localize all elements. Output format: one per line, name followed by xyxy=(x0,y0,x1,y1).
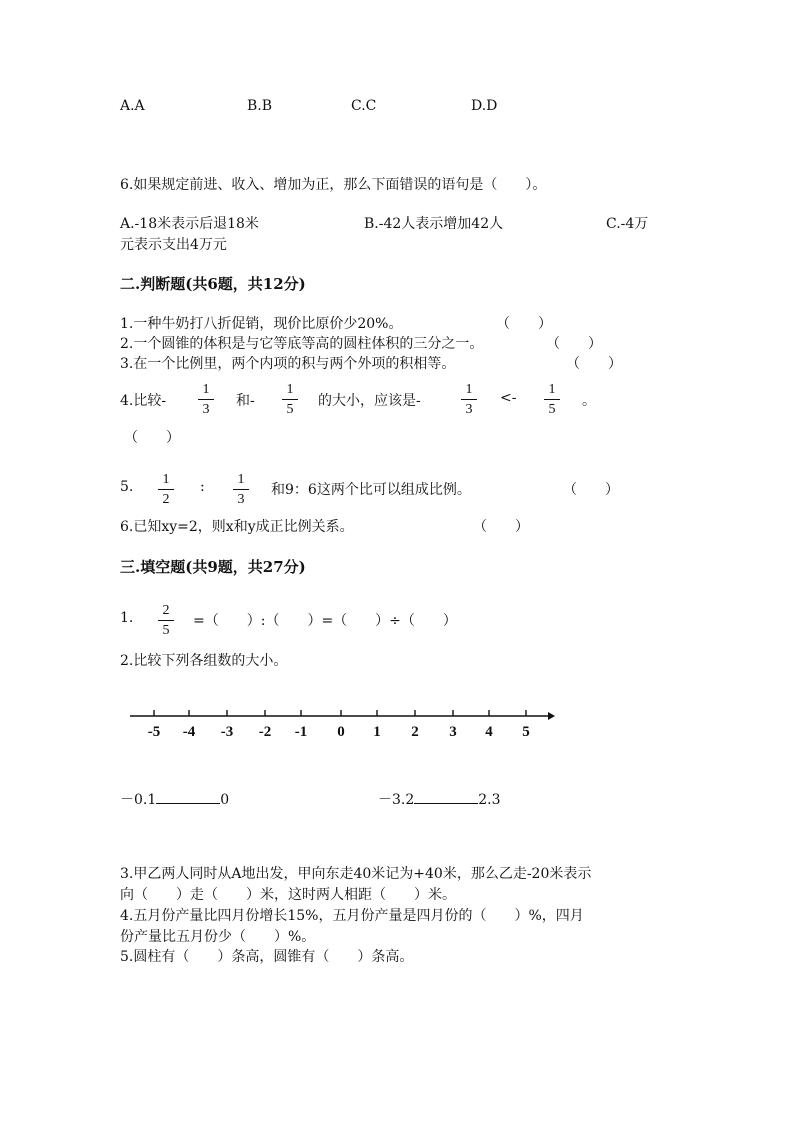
number-line-label: -3 xyxy=(220,724,234,740)
s2-q5-text: 和9：6这两个比可以组成比例。 xyxy=(271,482,471,498)
fraction-numerator: 2 xyxy=(158,603,174,621)
s3-q4-line1: 4.五月份产量比四月份增长15%，五月份产量是四月份的（ ）%，四月 xyxy=(120,908,584,924)
s2-q4-less-than: <- xyxy=(500,390,517,406)
s3-q5: 5.圆柱有（ ）条高，圆锥有（ ）条高。 xyxy=(120,949,414,965)
s2-q4-paren: （ ） xyxy=(124,430,180,446)
s2-q5-colon: : xyxy=(200,479,205,495)
s2-q1: 1.一种牛奶打八折促销，现价比原价少20%。 xyxy=(120,316,403,332)
number-line-label: 4 xyxy=(485,724,493,740)
fraction-numerator: 1 xyxy=(544,382,560,400)
s2-q2: 2.一个圆锥的体积是与它等底等高的圆柱体积的三分之一。 xyxy=(120,336,484,352)
s3-q1-prefix: 1. xyxy=(120,610,134,626)
number-line-label: -5 xyxy=(147,724,161,740)
s2-q3: 3.在一个比例里，两个内项的积与两个外项的积相等。 xyxy=(120,356,456,372)
number-line-label: 1 xyxy=(373,724,381,740)
option-d: D.D xyxy=(471,98,498,114)
q6-option-c-cont: 元表示支出4万元 xyxy=(120,237,227,253)
option-a: A.A xyxy=(120,98,145,114)
fraction-numerator: 1 xyxy=(282,382,298,400)
section2-title: 二.判断题(共6题，共12分) xyxy=(120,275,306,293)
compare-b-right: 2.3 xyxy=(478,792,501,808)
q6-option-c: C.-4万 xyxy=(606,216,649,232)
compare-a xyxy=(120,789,229,809)
number-line-label: 3 xyxy=(449,724,457,740)
compare-b-left: －3.2 xyxy=(378,792,415,808)
s3-q3-line1: 3.甲乙两人同时从A地出发，甲向东走40米记为+40米，那么乙走-20米表示 xyxy=(120,866,592,882)
answer-blank[interactable] xyxy=(156,791,220,804)
s3-q1-rest: =（ ）:（ ）=（ ）÷（ ） xyxy=(193,613,457,629)
fraction-denominator: 2 xyxy=(162,492,170,507)
section3-title: 三.填空题(共9题，共27分) xyxy=(120,558,306,576)
fraction-numerator: 1 xyxy=(233,472,249,490)
number-line-label: -1 xyxy=(294,724,308,740)
fraction-denominator: 5 xyxy=(286,402,294,417)
fraction-numerator: 1 xyxy=(198,382,214,400)
s3-q4-line2: 份产量比五月份少（ ）%。 xyxy=(120,929,316,945)
s2-q6: 6.已知xy=2，则x和y成正比例关系。 xyxy=(120,519,354,535)
fraction-denominator: 3 xyxy=(465,402,473,417)
compare-b xyxy=(378,789,501,809)
answer-blank[interactable] xyxy=(414,791,478,804)
s2-q3-paren: （ ） xyxy=(566,356,622,372)
q6-option-b: B.-42人表示增加42人 xyxy=(364,216,504,232)
s2-q5-prefix: 5. xyxy=(120,479,134,495)
q6-stem: 6.如果规定前进、收入、增加为正，那么下面错误的语句是（ ）。 xyxy=(120,177,547,193)
number-line-label: -2 xyxy=(258,724,272,740)
s3-q2: 2.比较下列各组数的大小。 xyxy=(120,653,288,669)
number-line-label: 0 xyxy=(337,724,345,740)
fraction-denominator: 5 xyxy=(548,402,556,417)
s2-q6-paren: （ ） xyxy=(473,519,529,535)
fraction-denominator: 3 xyxy=(202,402,210,417)
s2-q1-paren: （ ） xyxy=(496,316,552,332)
option-c: C.C xyxy=(351,98,377,114)
compare-a-left: －0.1 xyxy=(120,792,157,808)
number-line-label: 5 xyxy=(522,724,530,740)
s2-q4-and: 和- xyxy=(236,393,255,409)
q6-option-a: A.-18米表示后退18米 xyxy=(120,216,259,232)
s2-q4-mid: 的大小，应该是- xyxy=(318,393,421,409)
s2-q2-paren: （ ） xyxy=(546,336,602,352)
s2-q4-end: 。 xyxy=(582,393,596,409)
s3-q3-line2: 向（ ）走（ ）米，这时两人相距（ ）米。 xyxy=(120,887,456,903)
fraction-denominator: 3 xyxy=(237,492,245,507)
fraction-numerator: 1 xyxy=(461,382,477,400)
s2-q5-paren: （ ） xyxy=(563,482,619,498)
number-line-label: 2 xyxy=(411,724,419,740)
fraction-numerator: 1 xyxy=(158,472,174,490)
compare-a-right: 0 xyxy=(220,792,230,808)
fraction-denominator: 5 xyxy=(162,623,170,638)
number-line-label: -4 xyxy=(182,724,196,740)
s2-q4-prefix: 4.比较- xyxy=(120,393,167,409)
option-b: B.B xyxy=(247,98,273,114)
